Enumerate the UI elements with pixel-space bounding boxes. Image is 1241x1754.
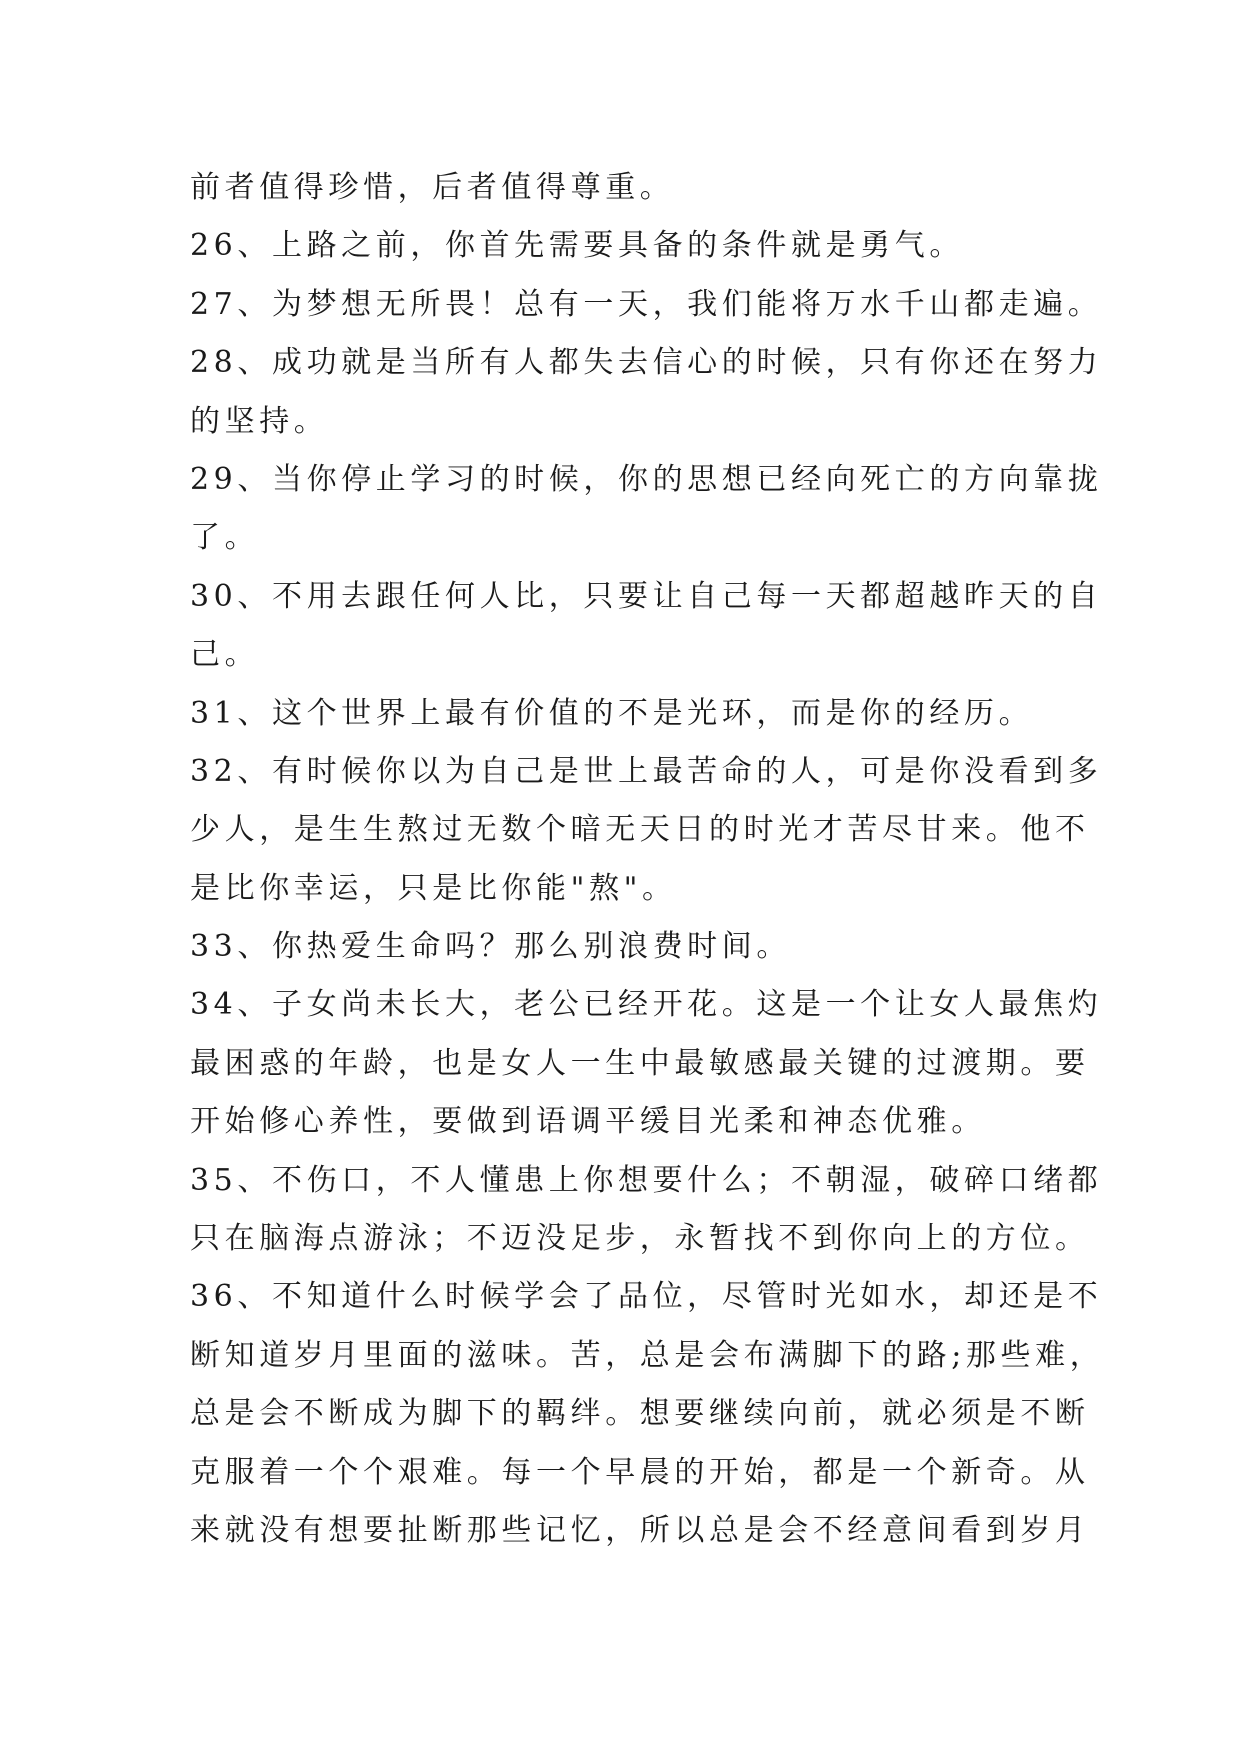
text-line: 34、子女尚未长大，老公已经开花。这是一个让女人最焦灼 [190,987,1103,1023]
text-line: 前者值得珍惜，后者值得尊重。 [190,170,675,205]
text-line: 31、这个世界上最有价值的不是光环，而是你的经历。 [190,695,1034,731]
text-line: 30、不用去跟任何人比，只要让自己每一天都超越昨天的自 [190,578,1103,614]
text-line: 断知道岁月里面的滋味。苦，总是会布满脚下的路;那些难， [190,1337,1105,1373]
text-line: 己。 [190,637,260,673]
text-line: 36、不知道什么时候学会了品位，尽管时光如水，却还是不 [190,1279,1103,1315]
text-line: 26、上路之前，你首先需要具备的条件就是勇气。 [190,228,964,264]
text-line: 33、你热爱生命吗？那么别浪费时间。 [190,929,791,965]
text-line: 少人，是生生熬过无数个暗无天日的时光才苦尽甘来。他不 [190,812,1090,848]
text-line: 28、成功就是当所有人都失去信心的时候，只有你还在努力 [190,345,1103,381]
text-line: 29、当你停止学习的时候，你的思想已经向死亡的方向靠拢 [190,461,1103,497]
text-line: 克服着一个个艰难。每一个早晨的开始，都是一个新奇。从 [190,1454,1090,1490]
text-line: 了。 [190,520,260,556]
text-line: 32、有时候你以为自己是世上最苦命的人，可是你没看到多 [190,753,1103,789]
text-line: 只在脑海点游泳；不迈没足步，永暂找不到你向上的方位。 [190,1221,1090,1257]
text-line: 35、不伤口，不人懂患上你想要什么；不朝湿，破碎口绪都 [190,1162,1103,1198]
text-line: 是比你幸运，只是比你能"熬"。 [190,870,677,906]
text-line: 总是会不断成为脚下的羁绊。想要继续向前，就必须是不断 [190,1396,1090,1432]
text-line: 开始修心养性，要做到语调平缓目光柔和神态优雅。 [190,1104,986,1140]
text-line: 的坚持。 [190,403,329,439]
text-line: 来就没有想要扯断那些记忆，所以总是会不经意间看到岁月 [190,1512,1090,1548]
document-body [190,159,1105,1560]
text-line: 27、为梦想无所畏！总有一天，我们能将万水千山都走遍。 [190,286,1103,322]
text-line: 最困惑的年龄，也是女人一生中最敏感最关键的过渡期。要 [190,1045,1090,1081]
